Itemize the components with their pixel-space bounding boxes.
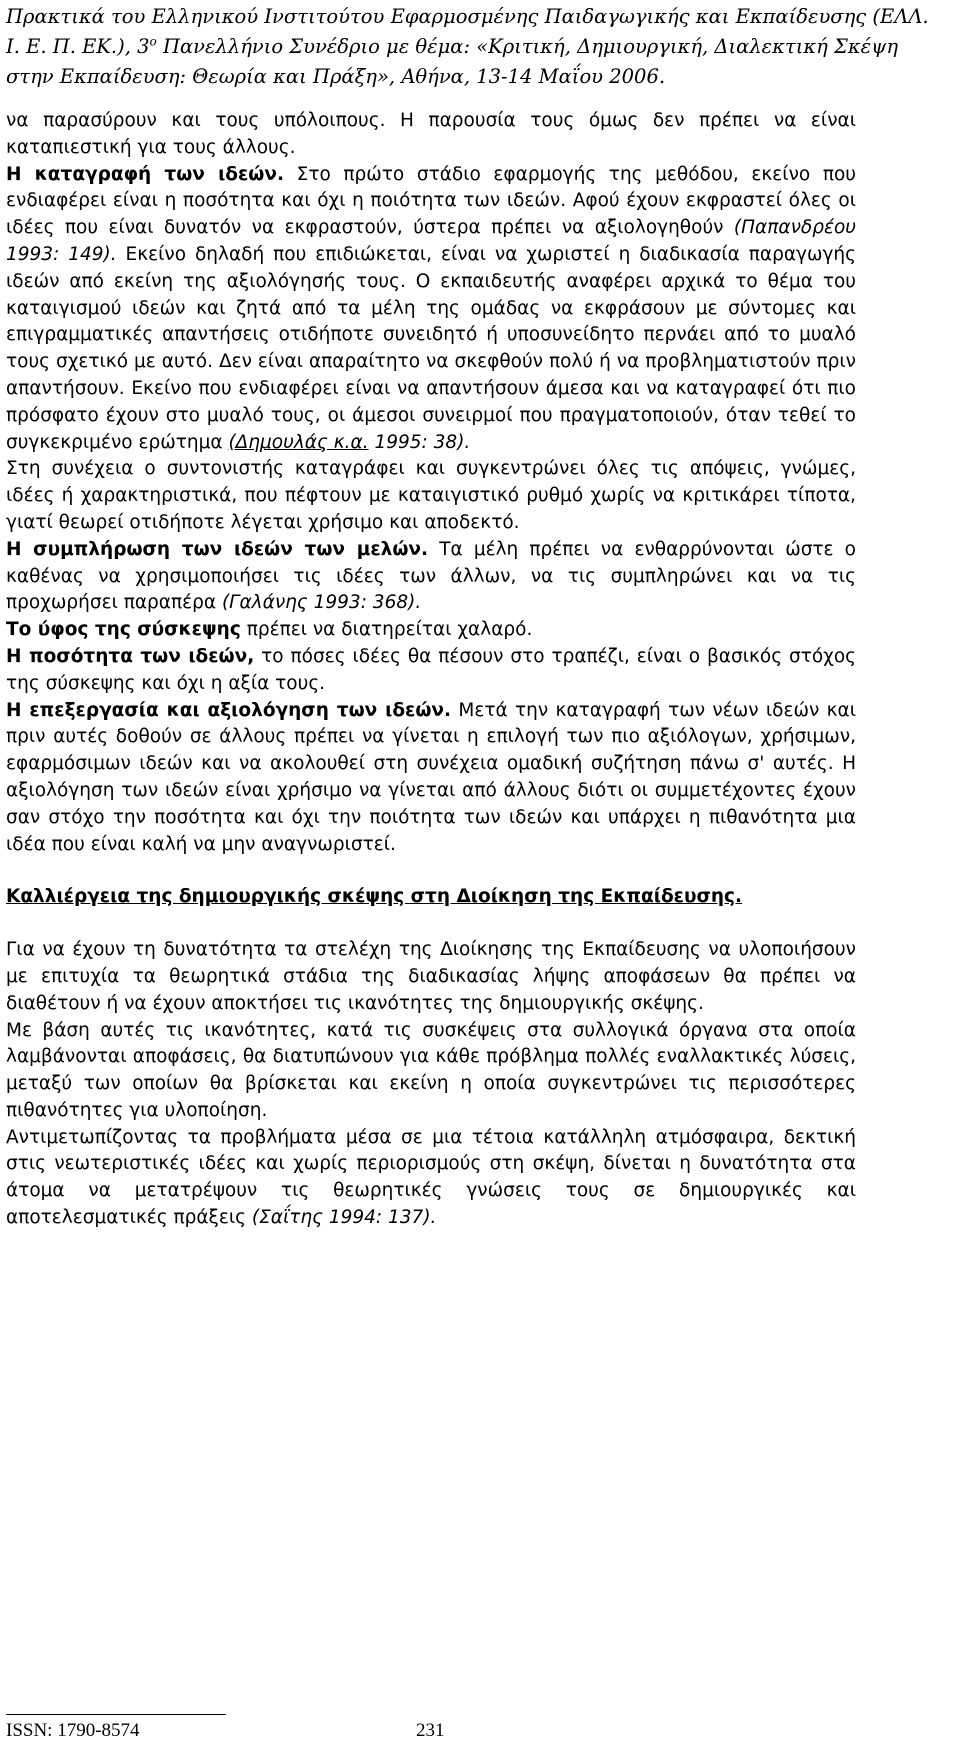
footer-divider [6, 1714, 226, 1715]
paragraph-idea-evaluation [6, 698, 856, 859]
paragraph-text: Στο πρώτο στάδιο εφαρμογής της μεθόδου, εκείνο που ενδιαφέρει είναι η ποσότητα και όχι η ποιότητα των ιδεών. Αφού έχουν εκφραστεί όλες οι ιδέες που είναι δυνατόν να εκφραστούν, ύστερα πρέπει να αξιολογηθούν [6, 163, 856, 239]
paragraph-management-3 [6, 1125, 856, 1232]
citation: (Γαλάνης 1993: 368). [221, 592, 422, 614]
citation: (Παπανδρέου 1993: 149). [6, 217, 856, 265]
paragraph-heading-idea-completion: Η συμπλήρωση των ιδεών των μελών. [6, 538, 429, 560]
paragraph-management-2: Με βάση αυτές τις ικανότητες, κατά τις συσκέψεις στα συλλογικά όργανα στα οποία λαμβάνονται αποφάσεις, θα διατυπώνουν για κάθε πρόβλημα πολλές εναλλακτικές λύσεις, μεταξύ των οποίων θα βρίσκεται και εκείνη η οποία συγκεντρώνει τις περισσότερες πιθανότητες για υλοποίηση. [6, 1019, 856, 1121]
issn-label: ISSN: 1790-8574 [6, 1720, 140, 1741]
citation: (Δημουλάς κ.α. [228, 431, 369, 453]
citation: 1995: 38). [368, 431, 471, 453]
paragraph-text: το πόσες ιδέες θα πέσουν στο τραπέζι, είναι ο βασικός στόχος της σύσκεψης και όχι η αξία τους. [6, 645, 857, 694]
running-header [6, 2, 954, 92]
spacer [6, 911, 856, 937]
header-line-2-start: Ι. Ε. Π. ΕΚ.), 3 [6, 35, 150, 58]
paragraph-meeting-style [6, 617, 856, 644]
spacer [6, 858, 856, 884]
paragraph-idea-quantity [6, 644, 856, 698]
paragraph-heading-idea-recording: Η καταγραφή των ιδεών. [6, 163, 285, 185]
paragraph-text: Μετά την καταγραφή των νέων ιδεών και πριν αυτές δοθούν σε άλλους πρέπει να γίνεται η επιλογή των πιο αξιόλογων, χρήσιμων, εφαρμόσιμων ιδεών και να ακολουθεί στη συνέχεια ομαδική συζήτηση πάνω σ' αυτές. Η αξιολόγηση των ιδεών είναι χρήσιμο να γίνεται από άλλους διότι οι συμμετέχοντες έχουν σαν στόχο την ποσότητα και όχι την ποιότητα των ιδεών και υπάρχει η πιθανότητα μια ιδέα που είναι καλή να μην αναγνωριστεί. [6, 699, 856, 855]
body-text [6, 108, 856, 1232]
paragraph-heading-idea-quantity: Η ποσότητα των ιδεών, [6, 645, 255, 667]
paragraph-management-1: Για να έχουν τη δυνατότητα τα στελέχη της Διοίκησης της Εκπαίδευσης να υλοποιήσουν με επιτυχία τα θεωρητικά στάδια της διαδικασίας λήψης αποφάσεων θα πρέπει να διαθέτουν ή να έχουν αποκτήσει τις ικανότητες της δημιουργικής σκέψης. [6, 939, 856, 1014]
paragraph-heading-idea-evaluation: Η επεξεργασία και αξιολόγηση των ιδεών. [6, 699, 452, 721]
paragraph-idea-completion [6, 537, 856, 617]
paragraph-text: Εκείνο δηλαδή που επιδιώκεται, είναι να χωριστεί η διαδικασία παραγωγής ιδεών από εκείνη της αξιολόγησής τους. Ο εκπαιδευτής αναφέρει αρχικά το θέμα του καταιγισμού ιδεών και ζητά από τα μέλη της ομάδας να εκφράσουν με σύντομες και επιγραμματικές απαντήσεις οτιδήποτε συνειδητό ή υποσυνείδητο περνάει από το μυαλό τους σχετικό με αυτό. Δεν είναι απαραίτητο να σκεφθούν πολύ ή να προβληματιστούν πριν απαντήσουν. Εκείνο που ενδιαφέρει είναι να απαντήσουν άμεσα και να καταγραφεί ότι πιο πρόσφατο έχουν στο μυαλό τους, οι άμεσοι συνειρμοί που πραγματοποιούν, όταν τεθεί το συγκεκριμένο ερώτημα [6, 243, 856, 453]
paragraph-text: Αντιμετωπίζοντας τα προβλήματα μέσα σε μια τέτοια κατάλληλη ατμόσφαιρα, δεκτική στις νεωτεριστικές ιδέες και χωρίς περιορισμούς στη σκέψη, δίνεται η δυνατότητα στα άτομα να μετατρέψουν τις θεωρητικές γνώσεις τους σε δημιουργικές και αποτελεσματικές πράξεις [6, 1126, 856, 1229]
header-line-2 [6, 32, 954, 62]
page-number: 231 [416, 1720, 445, 1741]
paragraph-idea-recording [6, 162, 856, 457]
header-line-2-end: Πανελλήνιο Συνέδριο με θέμα: «Κριτική, Δημιουργική, Διαλεκτική Σκέψη [156, 35, 899, 58]
paragraph-text: Τα μέλη πρέπει να ενθαρρύνονται ώστε ο καθένας να χρησιμοποιήσει τις ιδέες των άλλων, να τις συμπληρώνει και να τις προχωρήσει παραπέρα [6, 538, 857, 614]
citation: (Σαΐτης 1994: 137). [251, 1207, 437, 1229]
header-ordinal-superscript: ο [149, 34, 157, 49]
header-line-3: στην Εκπαίδευση: Θεωρία και Πράξη», Αθήνα, 13-14 Μαΐου 2006. [6, 65, 666, 88]
header-line-1: Πρακτικά του Ελληνικού Ινστιτούτου Εφαρμοσμένης Παιδαγωγικής και Εκπαίδευσης (ΕΛΛ. [6, 5, 929, 28]
paragraph-1: να παρασύρουν και τους υπόλοιπους. Η παρουσία τους όμως δεν πρέπει να είναι καταπιεστική για τους άλλους. [6, 110, 856, 158]
paragraph-heading-meeting-style: Το ύφος της σύσκεψης [6, 619, 241, 641]
section-heading: Καλλιέργεια της δημιουργικής σκέψης στη Διοίκηση της Εκπαίδευσης. [6, 886, 743, 908]
paragraph-text: πρέπει να διατηρείται χαλαρό. [240, 619, 533, 641]
paragraph-coordinator: Στη συνέχεια ο συντονιστής καταγράφει και συγκεντρώνει όλες τις απόψεις, γνώμες, ιδέες ή χαρακτηριστικά, που πέφτουν με καταιγιστικό ρυθμό χωρίς να κριτικάρει τίποτα, γιατί θεωρεί οτιδήποτε λέγεται χρήσιμο και αποδεκτό. [6, 458, 856, 533]
